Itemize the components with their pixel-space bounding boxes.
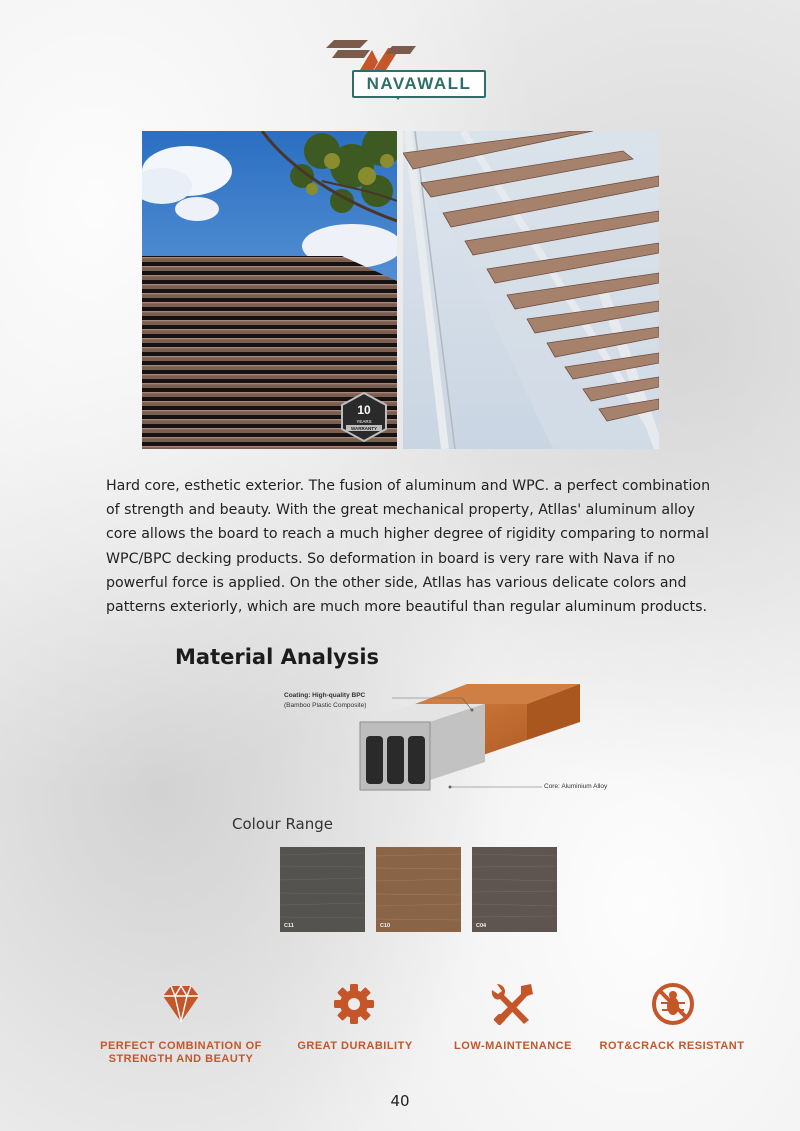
material-analysis-title: Material Analysis	[175, 645, 380, 669]
feature-label-line1: GREAT DURABILITY	[297, 1040, 413, 1052]
core-label: Core: Aluminium Alloy	[544, 783, 608, 790]
swatch-c04	[472, 847, 557, 932]
swatch-c11	[280, 847, 365, 932]
navawall-logo	[318, 40, 484, 110]
swatch-code: C04	[476, 923, 487, 929]
badge-number: 10	[357, 403, 371, 417]
feature-label-line1: ROT&CRACK RESISTANT	[599, 1040, 745, 1052]
feature-low-maintenance	[440, 1040, 586, 1053]
feature-label-line2: STRENGTH AND BEAUTY	[108, 1053, 254, 1065]
swatch-code: C10	[380, 923, 391, 929]
tools-icon	[491, 982, 535, 1026]
no-bug-icon	[651, 982, 695, 1026]
product-description: Hard core, esthetic exterior. The fusion of aluminum and WPC. a perfect combination of strength and beauty. With the great mechanical property, Atllas' aluminum alloy core allows the board to reach a much higher degree of rigidity comparing to normal WPC/BPC decking products. So deformation in board is very rare with Nava if no powerful force is applied. On the other side, Atllas has various delicate colors and patterns exteriorly, which are much more beautiful than regular aluminum products.	[106, 478, 711, 616]
feature-label-line1: LOW-MAINTENANCE	[454, 1040, 572, 1052]
badge-line1: YEARS	[356, 419, 372, 424]
gear-icon	[332, 982, 376, 1026]
facade-photo	[142, 131, 397, 449]
feature-durability	[280, 1040, 430, 1053]
logo-text: NAVAWALL	[352, 70, 486, 98]
colour-range-title: Colour Range	[232, 815, 333, 833]
diamond-icon	[159, 982, 203, 1026]
swatch-code: C11	[284, 923, 294, 929]
coating-sublabel: (Bamboo Plastic Composite)	[284, 702, 367, 709]
swatch-c10	[376, 847, 461, 932]
feature-strength-beauty	[95, 1040, 267, 1066]
page-number: 40	[390, 1092, 410, 1110]
feature-label-line1: PERFECT COMBINATION OF	[100, 1040, 262, 1052]
feature-rot-crack	[592, 1040, 752, 1053]
badge-line2: WARRANTY	[351, 426, 377, 431]
pergola-photo	[403, 131, 659, 449]
coating-label: Coating: High-quality BPC	[284, 692, 366, 699]
material-diagram	[280, 680, 640, 820]
